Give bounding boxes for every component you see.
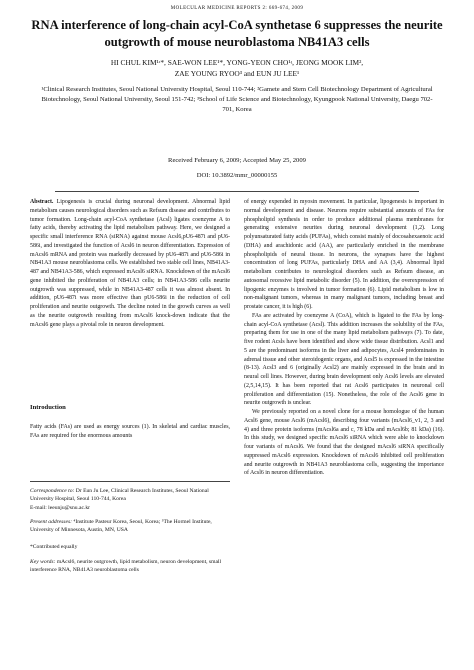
author-list	[40, 57, 434, 79]
introduction-text: Fatty acids (FAs) are used as energy sources (1). In skeletal and cardiac muscles, FAs are required for the enormous amounts	[30, 424, 230, 439]
abstract-label: Abstract.	[30, 199, 54, 205]
introduction-heading: Introduction	[30, 404, 66, 411]
body-paragraph-3: We previously reported on a novel clone for a mouse homologue of the human Acsl6 gene, mouse Acsl6 (mAcsl6), describing four variants (mAcsl6_v1, 2, 3 and 4) and three protein isoforms (mAcsl6a and c, 78 kDa and mAcsl6b; 81 kDa) (16). In this study, we designed specific mAcsl6 siRNA which were able to knockdown four variants of mAcsl6. We found that the designed mAcsl6 siRNA specifically suppressed mAcsl6 expression. Knockdown of mAcsl6 inhibited cell proliferation and neurite outgrowth in NB41A3 neuroblastoma cells, suggesting the importance of Acsl6 in neuron differentiation.	[244, 409, 444, 477]
header-divider	[55, 191, 419, 192]
journal-running-header: MOLECULAR MEDICINE REPORTS 2: 669-674, 2009	[170, 6, 304, 11]
correspondence-footnote	[30, 487, 230, 503]
body-paragraph-2: FAs are activated by coenzyme A (CoA), which is ligated to the FAs by long-chain acyl-CoA synthetase (Acsl). This addition increases the solubility of the FAs, preparing them for use in one of the many lipid metabolism pathways (7). To date, five rodent Acsls have been identified and show wide tissue distribution. Acsl1 and 5 are the predominant isoforms in the liver and adipocytes, Acsl4 predominates in adrenal tissue and other steroidogenic organs, and Acsl5 is expressed in the intestine (8-13). Acsl3 and 6 (originally Acsl2) are mainly expressed in the brain and in neural cell lines. However, during brain development only Acsl6 levels are elevated (2,5,14,15). It has been reported that rat Acsl6 participates in neuronal cell proliferation and differentiation (15). Nonetheless, the role of the Acsl6 gene in neurite outgrowth is unclear.	[244, 312, 444, 407]
present-addresses-label: Present addresses:	[30, 519, 72, 525]
contributed-equally-note: *Contributed equally	[30, 544, 78, 550]
keywords-text: mAcsl6, neurite outgrowth, lipid metabolism, neuron development, small interference RNA, NB41A3 neuroblastoma cells	[30, 559, 222, 574]
body-paragraph-1: of energy expended in myosin movement. In particular, lipogenesis is important in normal development and disease. Neurons require substantial amounts of FAs for phospholipid synthesis in order to produce additional plasma membranes for generating extensive neurites during neuronal development (1,2). Long polyunsaturated fatty acids (PUFAs), which consist mainly of docosahexaenoic acid (DHA) and arachidonic acid (AA), are particularly enriched in the membrane phospholipids of neural tissue. In neurons, the synapses have the highest concentration of long PUFAs, particularly DHA and AA (3,4). Abnormal lipid metabolism contributes to neurological disorders such as Refsum disease, an autosomal recessive lipid metabolic disorder (5). In addition, the overexpression of lipogenic enzymes is involved in tumor formation (6). Lipid metabolism is low in non-malignant tumors, whereas in many malignant tumors, including breast and prostate cancer, it is high (6).	[244, 199, 444, 310]
article-title: RNA interference of long-chain acyl-CoA synthetase 6 suppresses the neurite outgrowth of mouse neuroblastoma NB41A3 cells	[31, 18, 443, 49]
footnote-divider	[30, 481, 230, 482]
correspondence-email: E-mail: leeunju@snu.ac.kr	[30, 505, 90, 511]
received-accepted-dates: Received February 6, 2009; Accepted May 25, 2009	[168, 157, 306, 164]
doi: DOI: 10.3892/mmr_00000155	[196, 172, 278, 179]
affiliations: ¹Clinical Research Institutes, Seoul National University Hospital, Seoul 110-744; ²Gamete and Stem Cell Biotechnology Department of Agricultural Biotechnology, Seoul National University, Seoul 151-742; ³School of Life Science and Biotechnology, Kyungpook National University, Daegu 702-701, Korea	[41, 86, 433, 113]
abstract-text: Lipogenesis is crucial during neuronal development. Abnormal lipid metabolism causes neurological disorders such as Refsum disease and contributes to tumor formation. Long-chain acyl-CoA synthetase (Acsl) ligates coenzyme A to fatty acids, thereby activating the lipid metabolism pathway. Here, we designed a specific small interference RNA (siRNA) against mouse Acsl6,pU6-487i and pU6-586i, and investigated the function of Acsl6 in neuron differentiation. Expression of mAcsl6 mRNA and protein was markedly decreased by pU6-487i and pU6-586i in NB41A3 mouse neuroblastoma cells. We established two stable cell lines, NB41A3-487 and NB41A3-586, which expressed mAcsl6 siRNA. Knockdown of the mAcsl6 gene inhibited the proliferation of NB41A3 cells; in NB41A3-586 cells neurite outgrowth was suppressed, while in NB41A3-487 cells it was almost absent. In addition, pU6-487i was more effective than pU6-586i in the reduction of cell proliferation and neurite outgrowth. The decline noted in the growth curves as well as the neurite outgrowth resulting from mAcsl6 knock-down indicate that the mAcsl6 gene plays a pivotal role in neuron development.	[30, 199, 230, 328]
correspondence-label: Correspondence to:	[30, 488, 75, 494]
author-line-1: HI CHUL KIM¹ʴ*, SAE-WON LEE¹*, YONG-YEON CHO¹ʵ, JEONG MOOK LIM²,	[110, 58, 364, 67]
present-addresses-text: ⁴Institute Pasteur Korea, Seoul, Korea; ⁵The Hormel Institute, University of Minnesota, Austin, MN, USA	[30, 519, 212, 534]
keywords-label: Key words:	[30, 559, 56, 565]
present-addresses-footnote	[30, 518, 230, 534]
author-line-2: ZAE YOUNG RYOO³ and EUN JU LEE¹	[174, 69, 300, 78]
abstract	[30, 198, 230, 329]
keywords-footnote	[30, 558, 230, 574]
right-column-body	[244, 198, 444, 478]
correspondence-text: Dr Eun Ju Lee, Clinical Research Institutes, Seoul National University Hospital, Seoul 110-744, Korea	[30, 488, 209, 503]
